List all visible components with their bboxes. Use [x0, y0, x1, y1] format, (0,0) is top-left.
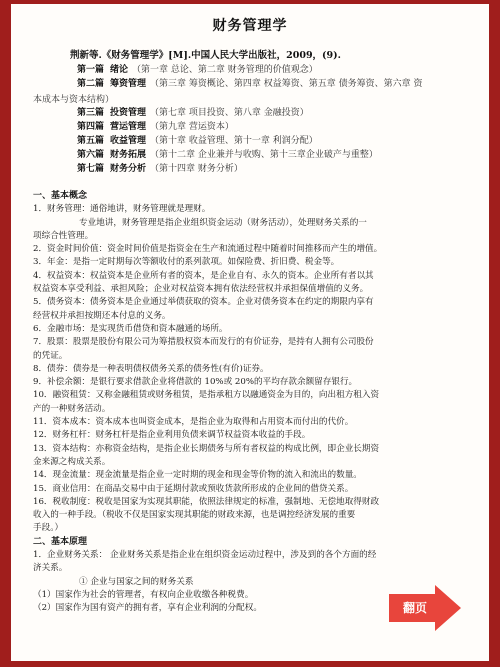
toc-item: 第三篇 投资管理 （第七章 项目投资、第八章 金融投资）	[77, 108, 309, 118]
text-line: 11．资本成本：资本成本也叫资金成本，是指企业为取得和占用资本而付出的代价。	[33, 417, 354, 428]
text-line: 15．商业信用：在商品交易中由于延期付款或预收货款所形成的企业间的借贷关系。	[33, 483, 354, 494]
text-line: 权益资本享受利益、承担风险；企业对权益资本拥有依法经营权并承担保值增值的义务。	[33, 284, 369, 295]
text-line: 9．补偿余额：是银行要求借款企业将借款的 10%或 20%的平均存款余额留存银行。	[33, 377, 358, 388]
document-body	[33, 190, 473, 616]
text-line: 1．财务管理：通俗地讲，财务管理就是理财。	[33, 204, 211, 215]
section-heading: 一、基本概念	[33, 191, 88, 201]
toc-item: 第四篇 营运管理 （第九章 营运资本）	[77, 122, 234, 132]
text-line: 5．债务资本：债务资本是企业通过举债获取的资本。企业对债务资本在约定的期限内享有	[33, 297, 374, 308]
text-line: 8．债券：债券是一种表明债权债务关系的债务性(有价)证券。	[33, 363, 269, 374]
toc-item: 第二篇 筹资管理 （第三章 筹资概论、第四章 权益筹资、第五章 债务筹资、第六章 资	[77, 79, 423, 89]
text-line: 济关系。	[33, 563, 68, 574]
text-line: 金来源之构成关系。	[33, 456, 111, 467]
toc-item-continued: 本成本与资本结构）	[33, 95, 115, 105]
toc-item: 第一篇 绪论 （第一章 总论、第二章 财务管理的价值观念）	[77, 65, 318, 75]
text-line: （1）国家作为社会的管理者，有权向企业收缴各种税费。	[33, 589, 254, 600]
text-line: 手段。）	[33, 523, 64, 534]
text-line: 12．财务杠杆：财务杠杆是指企业利用负债来调节权益资本收益的手段。	[33, 430, 311, 441]
text-line: （2）国家作为国有资产的拥有者，享有企业利润的分配权。	[33, 603, 262, 614]
toc-item: 第五篇 收益管理 （第十章 收益管理、第十一章 利润分配）	[77, 136, 318, 146]
text-line: 2．资金时间价值：资金时间价值是指资金在生产和流通过程中随着时间推移而产生的增值。	[33, 244, 383, 255]
text-line: 项综合性管理。	[33, 230, 94, 241]
text-line: 6．金融市场：是实现货币借贷和资本融通的场所。	[33, 323, 228, 334]
text-line: 10．融资租赁：又称金融租赁或财务租赁，是指承租方以融通资金为目的，向出租方租入资	[33, 390, 380, 401]
text-line: 16．税收制度：税收是国家为实现其职能，依照法律规定的标准，强制地、无偿地取得财政	[33, 496, 380, 507]
section-heading: 二、基本原理	[33, 536, 88, 547]
text-line: ① 企业与国家之间的财务关系	[79, 576, 194, 587]
toc-item: 第六篇 财务拓展 （第十二章 企业兼并与收购、第十三章企业破产与重整）	[77, 150, 378, 160]
document-page	[11, 4, 489, 661]
text-line: 13．资本结构：亦称资金结构，是指企业长期债务与所有者权益的构成比例，即企业长期资	[33, 443, 380, 454]
text-line: 专业地讲，财务管理是指企业组织资金运动（财务活动），处理财务关系的一	[79, 217, 367, 228]
text-line: 3．年金：是指一定时期每次等额收付的系列款项。如保险费、折旧费、税金等。	[33, 257, 340, 268]
text-line: 7．股票：股票是股份有限公司为筹措股权资本而发行的有价证券，是持有人拥有公司股份	[33, 337, 374, 348]
text-line: 收入的一种手段。（税收不仅是国家实现其职能的财政来源，也是调控经济发展的重要	[33, 510, 356, 521]
text-line: 的凭证。	[33, 350, 68, 361]
next-page-button[interactable]	[389, 585, 461, 631]
text-line: 经营权并承担按期还本付息的义务。	[33, 310, 171, 321]
toc-item: 第七篇 财务分析 （第十四章 财务分析）	[77, 164, 243, 174]
next-page-label: 翻页	[403, 601, 428, 615]
page-title: 财务管理学	[212, 18, 288, 34]
text-line: 1．企业财务关系： 企业财务关系是指企业在组织资金运动过程中，涉及到的各个方面的经	[33, 550, 377, 561]
text-line: 产的一种财务活动。	[33, 403, 111, 414]
reference-citation: 荆新等.《财务管理学》[M].中国人民大学出版社，2009，(9).	[70, 50, 341, 61]
text-line: 4．权益资本：权益资本是企业所有者的资本，是企业自有、永久的资本。企业所有者以其	[33, 270, 374, 281]
text-line: 14．现金流量：现金流量是指企业一定时期的现金和现金等价物的流入和流出的数量。	[33, 470, 362, 481]
